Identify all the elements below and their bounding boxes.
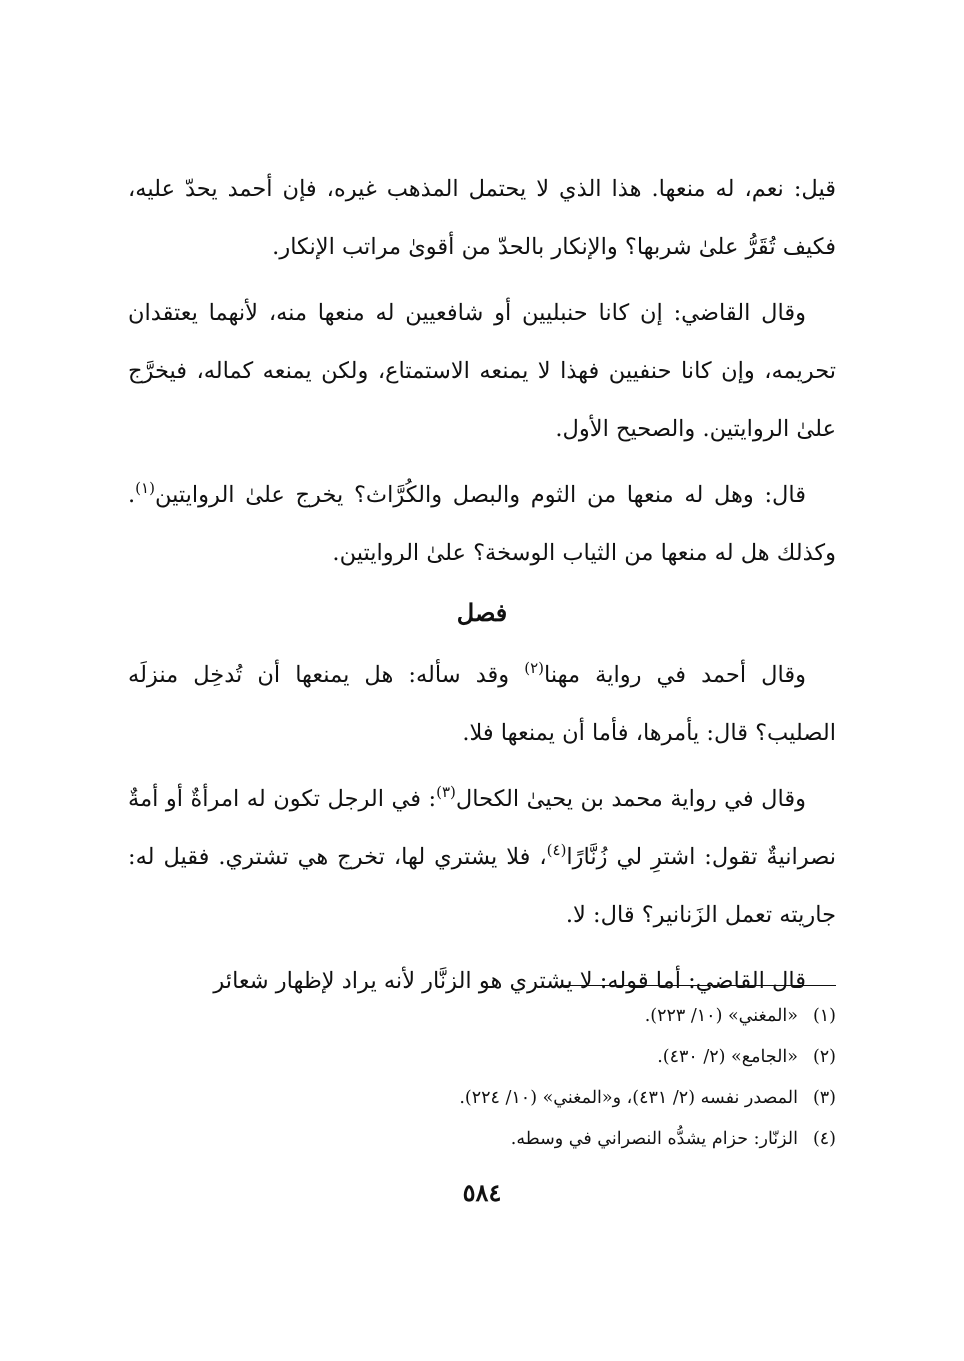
footnote-ref-4: (٤) — [546, 841, 567, 859]
footnote-number: (٤) — [812, 1129, 836, 1149]
footnote-text: الزنّار: حزام يشدُّه النصراني في وسطه. — [510, 1129, 798, 1149]
footnote-number: (٣) — [812, 1088, 836, 1108]
page-number: ٥٨٤ — [462, 1178, 502, 1207]
paragraph-2: وقال القاضي: إن كانا حنبليين أو شافعيين له منعها منه، لأنهما يعتقدان تحريمه، وإن كانا حنفيين فهذا لا يمنعه الاستمتاع، ولكن يمنعه كماله، فيخرَّج علىٰ الروايتين. والصحيح الأول. — [128, 300, 836, 442]
paragraph-1: قيل: نعم، له منعها. هذا الذي لا يحتمل المذهب غيره، فإن أحمد يحدّ عليه، فكيف تُقَرُّ علىٰ شربها؟ والإنكار بالحدّ من أقوىٰ مراتب الإنكار. — [128, 176, 836, 260]
main-text — [128, 160, 836, 1018]
paragraph-3-part-1: قال: وهل له منعها من الثوم والبصل والكُرَّاث؟ يخرج علىٰ الروايتين — [154, 482, 806, 508]
footnote-4 — [128, 1119, 836, 1160]
paragraph-5 — [128, 770, 836, 944]
footnote-2 — [128, 1037, 836, 1078]
footnote-separator — [560, 985, 836, 986]
paragraph-3-part-2: . وكذلك هل له منعها من الثياب الوسخة؟ علىٰ الروايتين. — [128, 482, 836, 566]
footnote-ref-3: (٣) — [436, 783, 456, 801]
footnote-text: المصدر نفسه (٢/ ٤٣١)، و«المغني» (١٠/ ٢٢٤). — [459, 1088, 798, 1108]
paragraph-6: قال القاضي: أما قوله: لا يشتري هو الزنَّار لأنه يراد لإظهار شعائر — [213, 968, 806, 994]
footnote-text: «الجامع» (٢/ ٤٣٠). — [657, 1047, 798, 1067]
paragraph-4 — [128, 646, 836, 762]
footnote-3 — [128, 1078, 836, 1119]
footnote-number: (٢) — [812, 1047, 836, 1067]
paragraph-3 — [128, 466, 836, 582]
section-heading: فصل — [456, 598, 508, 627]
footnote-ref-1: (١) — [135, 479, 155, 497]
paragraph-4-part-2: وقد سأله: هل يمنعها أن تُدخِل منزلَه الصليب؟ قال: يأمرها، فأما أن يمنعها فلا. — [128, 662, 836, 746]
footnote-text: «المغني» (١٠/ ٢٢٣). — [644, 1006, 798, 1026]
footnote-ref-2: (٢) — [524, 659, 544, 677]
paragraph-5-part-2: : في الرجل تكون له امرأةٌ أو أمةٌ نصرانيةٌ تقول: اشترِ لي زُنَّارًا — [128, 786, 836, 870]
footnote-number: (١) — [812, 1006, 836, 1026]
paragraph-5-part-3: ، فلا يشتري لها، تخرج هي تشتري. فقيل له: جاريته تعمل الزَنانير؟ قال: لا. — [128, 844, 836, 928]
paragraph-5-part-1: وقال في رواية محمد بن يحيىٰ الكحال — [455, 786, 806, 812]
footnote-1 — [128, 996, 836, 1037]
paragraph-4-part-1: وقال أحمد في رواية مهنا — [543, 662, 806, 688]
footnotes — [128, 996, 836, 1160]
